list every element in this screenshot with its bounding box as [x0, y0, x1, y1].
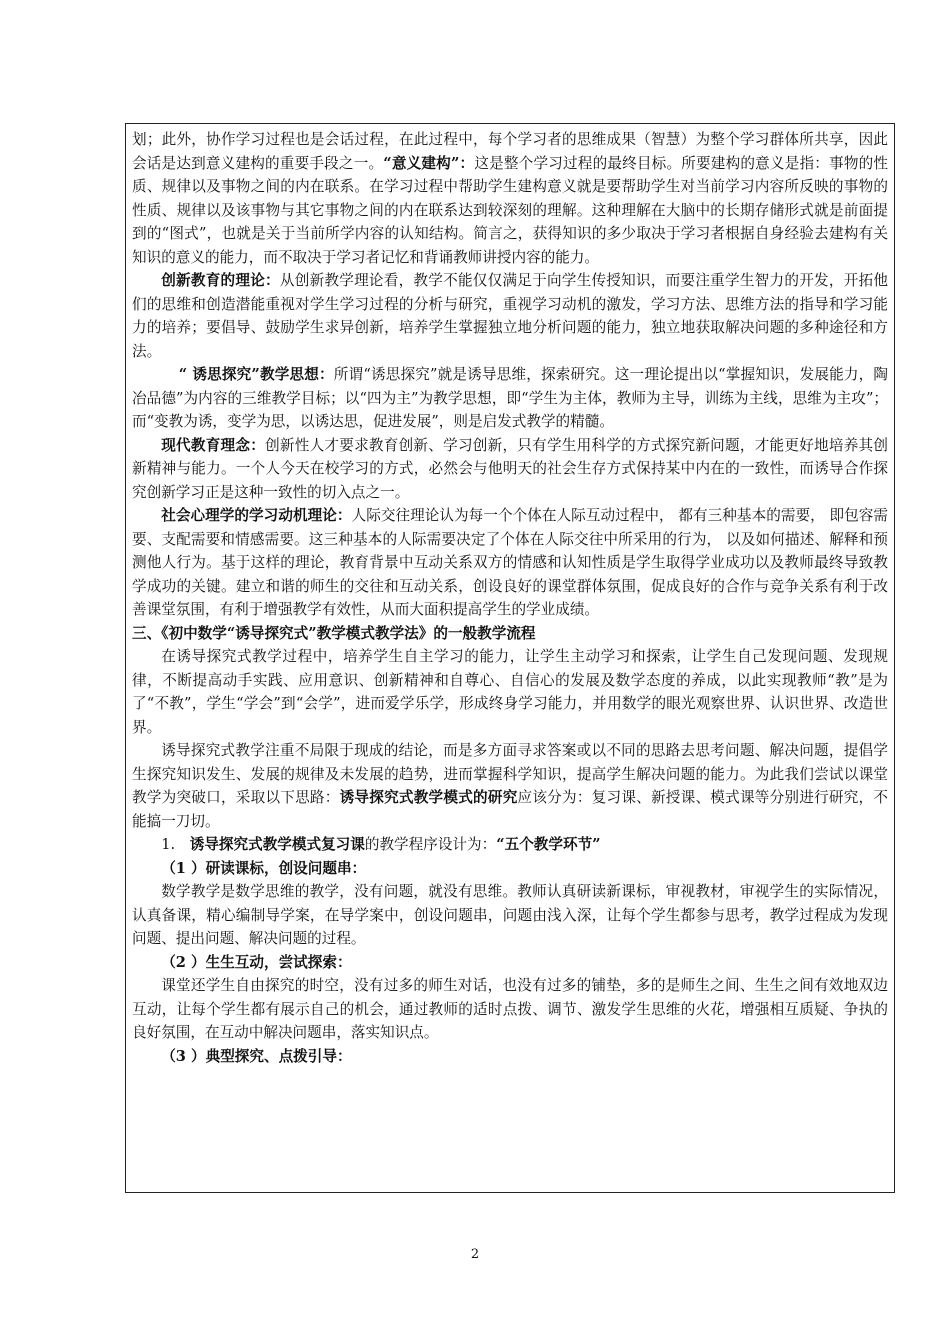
paragraph-social-psychology [132, 504, 888, 622]
paragraph-text: 这是整个学习过程的最终目标。所要建构的意义是指：事物的性质、规律以及事物之间的内在联系。在学习过程中帮助学生建构意义就是要帮助学生对当前学习内容所反映的事物的性质、规律以及该事物与其它事物之间的内在联系达到较深刻的理解。这种理解在大脑中的长期存储形式就是前面提到的“图式”，也就是关于当前所学内容的认知结构。简言之，获得知识的多少取决于学习者根据自身经验去建构有关知识的意义的能力，而不取决于学习者记忆和背诵教师讲授内容的能力。 [132, 154, 888, 266]
paragraph-bold-term: “ 诱思探究”教学思想： [178, 366, 334, 383]
paragraph-review-lesson [132, 833, 888, 857]
subheading-step-1: （1 ）研读课标，创设问题串： [161, 859, 367, 877]
paragraph-inquiry-process: 在诱导探究式教学过程中，培养学生自主学习的能力，让学生主动学习和探索，让学生自己发现问题、发现规律，不断提高动手实践、应用意识、创新精神和自尊心、自信心的发展及数学态度的养成，以此实现教师“教”是为了“不教”，学生“学会”到“会学”，进而爱学乐学，形成终身学习能力，并用数学的眼光观察世界、认识世界、改造世界。 [132, 648, 888, 736]
document-body [132, 128, 888, 1068]
list-number: 1. [161, 836, 190, 853]
paragraph-text: 的教学程序设计为： [364, 836, 497, 853]
paragraph-modern-education [132, 434, 888, 505]
paragraph-text: 应该分为：复习课、新授课、模式课等分别进行研究，不能搞一刀切。 [132, 789, 888, 830]
paragraph-text: 诱导探究式教学注重不局限于现成的结论，而是多方面寻求答案或以不同的思路去思考问题、解决问题，提倡学生探究知识发生、发展的规律及未发展的趋势，进而掌握科学知识，提高学生解决问题的能力。为此我们尝试以课堂教学为突破口，采取以下思路： [132, 742, 888, 806]
paragraph-bold-term: 现代教育理念： [161, 436, 266, 454]
subheading-step-2: （2 ）生生互动，尝试探索： [161, 953, 352, 971]
paragraph-meaning-construction [132, 128, 888, 269]
paragraph-bold-term: 诱导探究式教学模式的研究 [339, 789, 518, 806]
paragraph-bold-term: 社会心理学的学习动机理论： [161, 507, 352, 524]
paragraph-bold-term: 创新教育的理论： [161, 272, 280, 289]
page-number: 2 [470, 1247, 480, 1262]
paragraph-text: 从创新教学理论看，教学不能仅仅满足于向学生传授知识，而要注重学生智力的开发，开拓他们的思维和创造潜能重视对学生学习过程的分析与研究，重视学习动机的激发，学习方法、思维方法的指导和学习能力的培养；要倡导、鼓励学生求异创新，培养学生掌握独立地分析问题的能力，独立地获取解决问题的多种途径和方法。 [132, 272, 888, 360]
paragraph-inquiry-thought [132, 363, 888, 434]
paragraph-bold-term: 诱导探究式教学模式复习课 [189, 836, 365, 853]
paragraph-bold-term: “意义建构”： [383, 154, 475, 172]
paragraph-step-2: 课堂还学生自由探究的时空，没有过多的师生对话，也没有过多的铺垫，多的是师生之间、生生之间有效地双边互动，让每个学生都有展示自己的机会，通过教师的适时点拨、调节、激发学生思维的火花，增强相互质疑、争执的良好氛围，在互动中解决问题串，落实知识点。 [132, 977, 888, 1041]
paragraph-text: 人际交往理论认为每一个个体在人际互动过程中， 都有三种基本的需要， 即包容需要、支配需要和情感需要。这三种基本的人际需要决定了个体在人际交往中所采用的行为， 以及如何描述、解释和预测他人行为。基于这样的理论，教育背景中互动关系双方的情感和认知性质是学生取得学业成功以及教师最终导致教学成功的关键。建立和谐的师生的交往和互动关系，创设良好的课堂群体氛围，促成良好的合作与竞争关系有利于改善课堂氛围，有利于增强教学有效性，从而大面积提高学生的学业成绩。 [132, 507, 888, 618]
paragraph-innovation-theory [132, 269, 888, 363]
subheading-step-3: （3 ）典型探究、点拨引导： [161, 1047, 352, 1065]
paragraph-text: 创新性人才要求教育创新、学习创新，只有学生用科学的方式探究新问题，才能更好地培养其创新精神与能力。一个人今天在校学习的方式，必然会与他明天的社会生存方式保持某中内在的一致性，而诱导合作探究创新学习正是这种一致性的切入点之一。 [132, 436, 888, 501]
paragraph-text: 所谓“诱思探究”就是诱导思维，探索研究。这一理论提出以“掌握知识，发展能力，陶冶品德”为内容的三维教学目标；以“四为主”为教学思想，即“学生为主体，教师为主导，训练为主线，思维为主攻”；而“变教为诱，变学为思，以诱达思，促进发展”，则是启发式教学的精髓。 [132, 366, 888, 430]
section-heading: 三、《初中数学“诱导探究式”教学模式教学法》的一般教学流程 [132, 624, 536, 642]
paragraph-bold-term: “五个教学环节” [496, 836, 601, 853]
paragraph-step-1: 数学教学是数学思维的教学，没有问题，就没有思维。教师认真研读新课标，审视教材，审视学生的实际情况，认真备课，精心编制导学案，在导学案中，创设问题串，问题由浅入深，让每个学生都参与思考，教学过程成为发现问题、提出问题、解决问题的过程。 [132, 883, 888, 947]
paragraph-text: 划；此外，协作学习过程也是会话过程，在此过程中，每个学习者的思维成果（智慧）为整个学习群体所共享，因此会话是达到意义建构的重要手段之一。 [132, 131, 888, 172]
paragraph-inquiry-approach [132, 739, 888, 833]
